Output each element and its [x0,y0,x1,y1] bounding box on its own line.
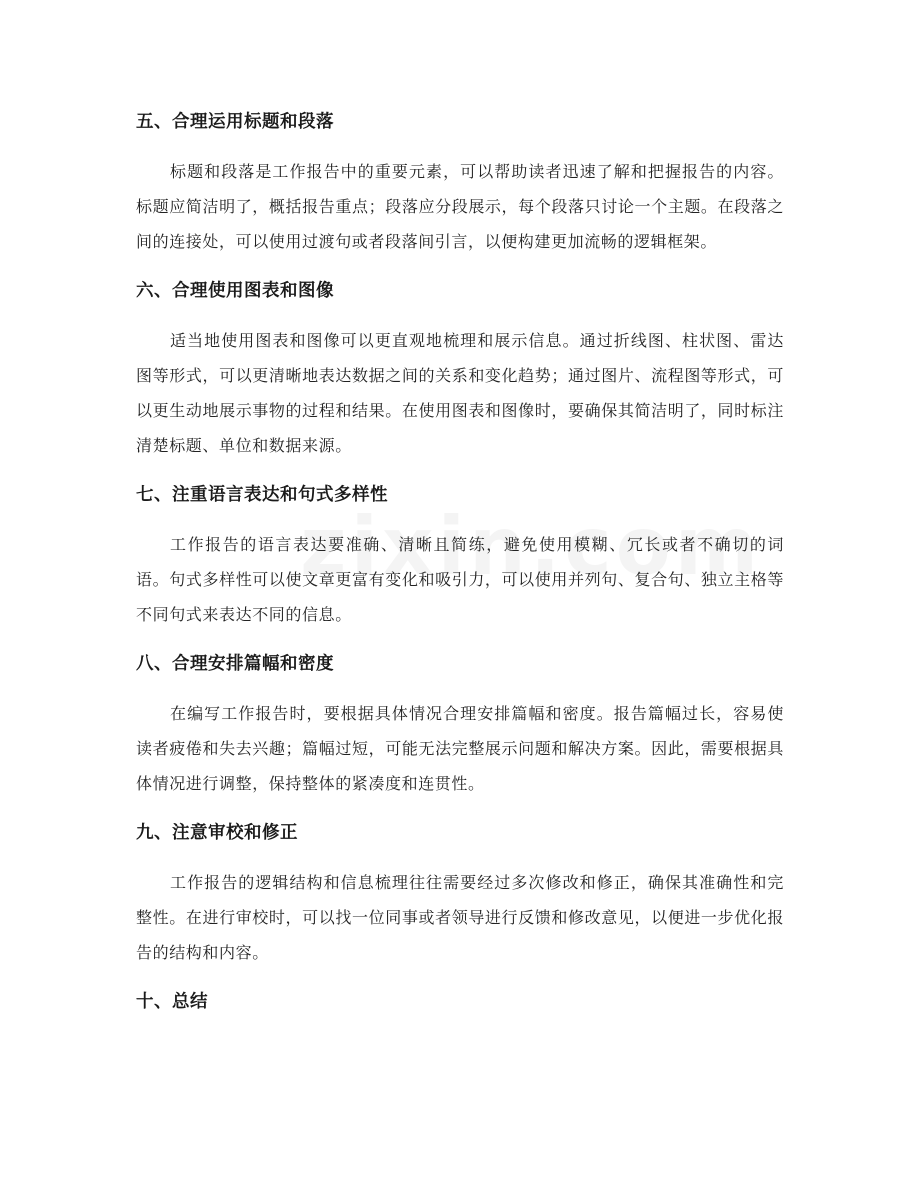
section-6 [136,273,784,463]
section-heading: 五、合理运用标题和段落 [136,112,334,132]
section-10 [136,984,784,1020]
document-body [136,104,784,1034]
section-heading: 八、合理安排篇幅和密度 [136,654,334,674]
section-paragraph: 工作报告的语言表达要准确、清晰且简练，避免使用模糊、冗长或者不确切的词语。句式多样性可以使文章更富有变化和吸引力，可以使用并列句、复合句、独立主格等不同句式来表达不同的信息。 [136,535,784,624]
section-paragraph: 工作报告的逻辑结构和信息梳理往往需要经过多次修改和修正，确保其准确性和完整性。在进行审校时，可以找一位同事或者领导进行反馈和修改意见，以便进一步优化报告的结构和内容。 [136,873,784,962]
section-heading: 十、总结 [136,992,208,1012]
section-paragraph: 在编写工作报告时，要根据具体情况合理安排篇幅和密度。报告篇幅过长，容易使读者疲倦和失去兴趣；篇幅过短，可能无法完整展示问题和解决方案。因此，需要根据具体情况进行调整，保持整体的紧凑度和连贯性。 [136,704,784,793]
section-heading: 九、注意审校和修正 [136,823,298,843]
section-paragraph: 适当地使用图表和图像可以更直观地梳理和展示信息。通过折线图、柱状图、雷达图等形式，可以更清晰地表达数据之间的关系和变化趋势；通过图片、流程图等形式，可以更生动地展示事物的过程和结果。在使用图表和图像时，要确保其简洁明了，同时标注清楚标题、单位和数据来源。 [136,331,784,455]
section-paragraph: 标题和段落是工作报告中的重要元素，可以帮助读者迅速了解和把握报告的内容。标题应简洁明了，概括报告重点；段落应分段展示，每个段落只讨论一个主题。在段落之间的连接处，可以使用过渡句或者段落间引言，以便构建更加流畅的逻辑框架。 [136,162,784,251]
section-9 [136,815,784,970]
section-5 [136,104,784,259]
section-7 [136,477,784,632]
section-heading: 六、合理使用图表和图像 [136,281,334,301]
section-heading: 七、注重语言表达和句式多样性 [136,485,388,505]
section-8 [136,646,784,801]
